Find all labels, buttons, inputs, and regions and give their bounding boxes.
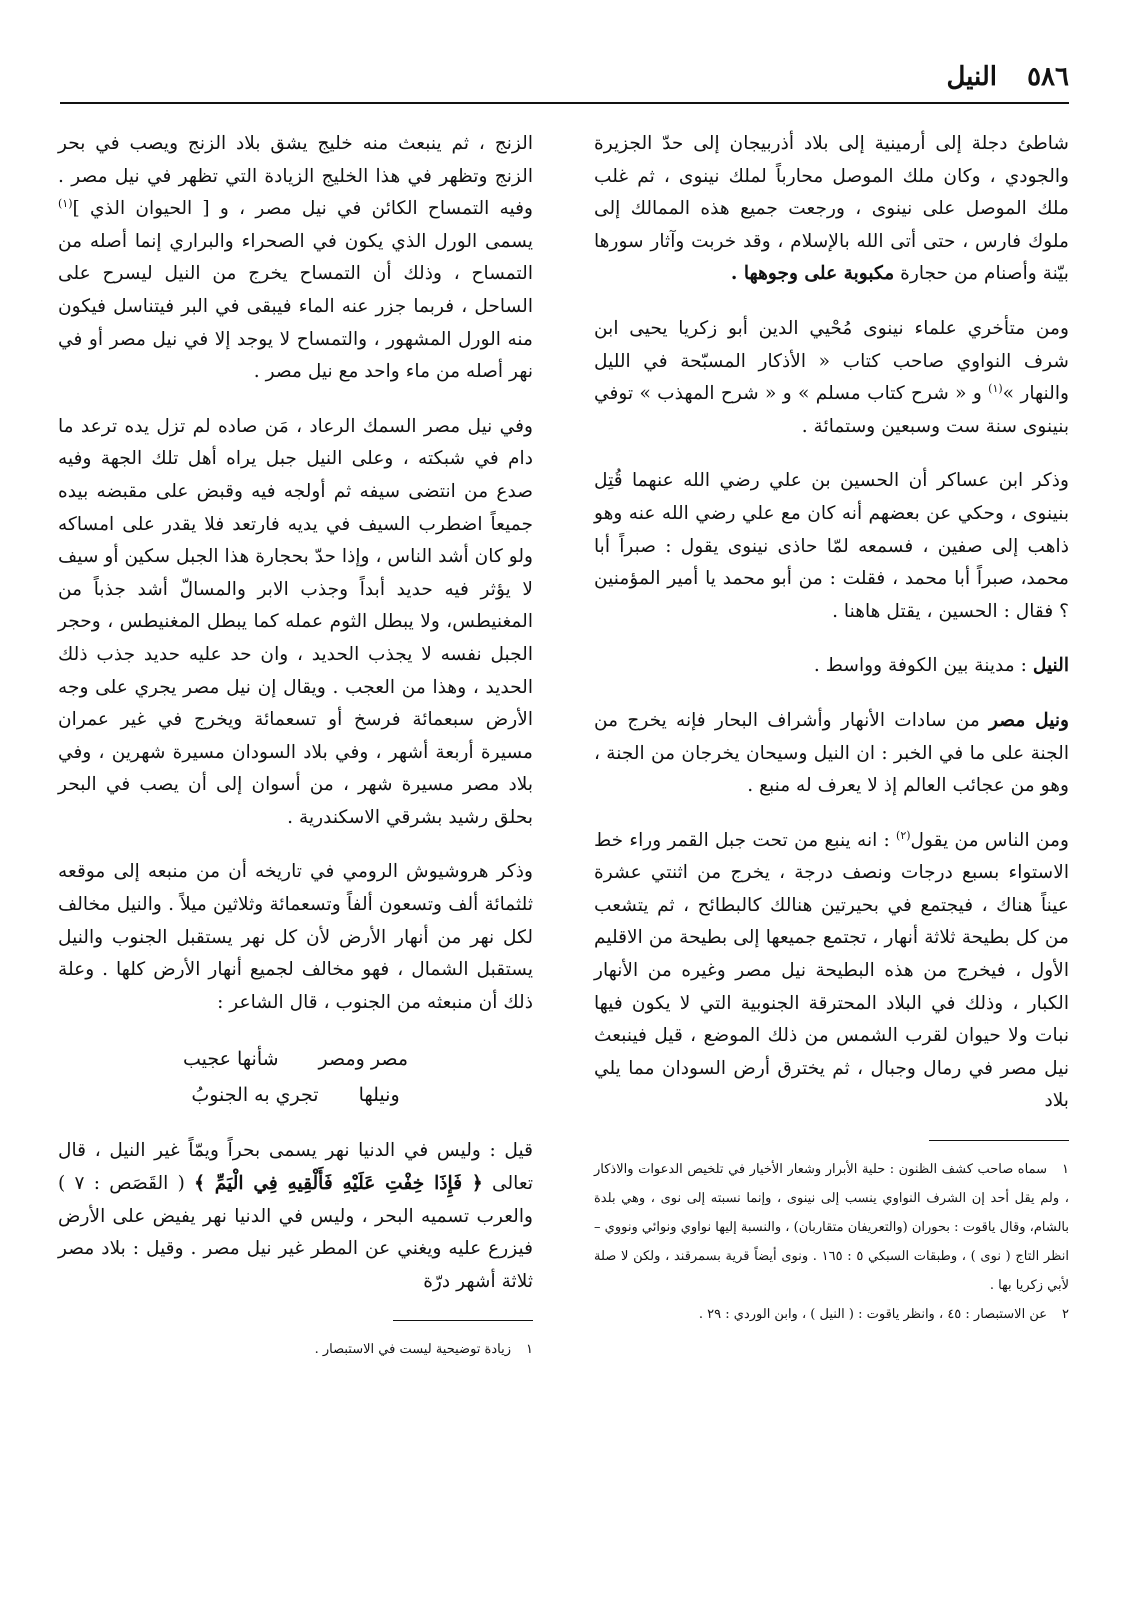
footnote [594, 1300, 1069, 1329]
paragraph: وفي نيل مصر السمك الرعاد ، مَن صاده لم تزل يده ترعد ما دام في شبكته ، وعلى النيل جبل يراه أهل تلك الجهة وفيه صدع من انتضى سيفه ثم أولجه فيه وقبض على مقبضه بيده جميعاً اضطرب السيف في يديه فارتعد فلا يقدر على امساكه ولو كان أشد الناس ، وإذا حدّ بحجارة هذا الجبل سكين أو سيف لا يؤثر فيه حديد أبداً وجذب الابر والمسالّ أشد جذباً من المغنيطس، ولا يبطل الثوم عمله كما يبطل المغنيطس ، وحجر الجبل نفسه لا يجذب الحديد ، وان حد عليه حديد جذب ذلك الحديد ، وهذا من العجب . ويقال إن نيل مصر يجري على وجه الأرض سبعمائة فرسخ أو تسعمائة ويخرج في غير عمران مسيرة أربعة أشهر ، وفي بلاد السودان مسيرة شهرين ، وفي بلاد مصر مسيرة شهر ، من أسوان إلى أن يصب في البحر بحلق رشيد بشرقي الاسكندرية . [58, 415, 533, 828]
paragraph: وذكر ابن عساكر أن الحسين بن علي رضي الله عنهما قُتِل بنينوى ، وحكي عن بعضهم أنه كان مع علي رضي الله عنه وهو ذاهب إلى صفين ، فسمعه لمّا حاذى نينوى يقول : صبراً أبا محمد، صبراً أبا محمد ، فقلت : من أبو محمد يا أمير المؤمنين ؟ فقال : الحسين ، يقتل هاهنا . [594, 470, 1069, 622]
paragraph-text: الزنج ، ثم ينبعث منه خليج يشق بلاد الزنج ويصب في بحر الزنج وتظهر في هذا الخليج الزيادة التي تظهر في نيل مصر . وفيه التمساح الكائن في نيل مصر ، و [ الحيوان الذي ] [58, 133, 533, 220]
left-column [58, 128, 533, 1364]
footnotes [594, 1155, 1069, 1329]
entry-term: النيل [1032, 655, 1069, 677]
poem-hemistich: شأنها عجيب [182, 1048, 279, 1071]
footnote-ref: (٢) [896, 828, 911, 842]
page-number: ٥٨٦ [1027, 62, 1069, 92]
paragraph-text: مكبوبة على وجوهها . [730, 263, 895, 285]
footnote-text: سماه صاحب كشف الظنون : حلية الأبرار وشعار الأخيار في تلخيص الدعوات والاذكار ، ولم يقل أحد إن الشرف النواوي ينسب إلى نينوى ، وإنما نسبته إلى نوى ، وهي بلدة بالشام، وقال ياقوت : بحوران (والتعريفان متقاربان) ، والنسبة إليها نواوي ونوائي ونووي – انظر التاج ( نوى ) ، وطبقات السبكي ٥ : ١٦٥ . ونوى أيضاً قرية بسمرقند ، ولكن لا صلة لأبي زكريا بها . [594, 1162, 1069, 1294]
paragraph-text: و « شرح كتاب مسلم » و « شرح المهذب » توفي بنينوى سنة ست وسبعين وستمائة . [594, 383, 1069, 437]
paragraph-text: ( القَصَص : ٧ ) والعرب تسميه البحر ، وليس في الدنيا نهر يفيض على الأرض فيزرع عليه ويغني عن المطر غير نيل مصر . وقيل : بلاد مصر ثلاثة أشهر درّة [58, 1173, 533, 1292]
footnote-number: ١ [1062, 1162, 1069, 1178]
poem-line [58, 1077, 533, 1113]
paragraph-text: شاطئ دجلة إلى أرمينية إلى بلاد أذربيجان إلى حدّ الجزيرة والجودي ، وكان ملك الموصل محارباً لملك نينوى ، ثم غلب ملك الموصل على نينوى ، ورجعت جميع هذه الممالك إلى ملوك فارس ، حتى أتى الله بالإسلام ، وقد خربت وآثار سورها بيّنة وأصنام من حجارة [594, 133, 1069, 285]
paragraph-text: يسمى الورل الذي يكون في الصحراء والبراري إنما أصله من التمساح ، وذلك أن التمساح يخرج من النيل ليسرح على الساحل ، فربما جزر عنه الماء فيبقى في البر فيتناسل فيكون منه الورل المشهور ، والتمساح لا يوجد إلا في نيل مصر أو في نهر أصله من ماء واحد مع نيل مصر . [58, 230, 533, 383]
entry-paragraph [594, 650, 1069, 683]
paragraph-text: : انه ينبع من تحت جبل القمر وراء خط الاستواء بسبع درجات ونصف درجة ، يخرج من اثنتي عشرة عيناً هناك ، فيجتمع في بحيرتين هنالك كالبطائح ، ثم يتشعب من كل بطيحة ثلاثة أنهار ، تجتمع جميعها إلى بطيحة من الاقليم الأول ، فيخرج من هذه البطيحة نيل مصر وغيره من الأنهار الكبار ، وذلك في البلاد المحترقة الجنوبية التي لا يكون فيها نبات ولا حيوان لقرب الشمس من ذلك الموضع ، قيل فينبعث نيل مصر في رمال وجبال ، ثم يخترق أرض السودان مما يلي بلاد [594, 829, 1069, 1112]
paragraph-text: ومن الناس من يقول [910, 829, 1069, 851]
poem-hemistich: تجري به الجنوبُ [191, 1084, 319, 1107]
poem [58, 1041, 533, 1113]
quran-quote: ﴿ فَإِذَا خِفْتِ عَلَيْهِ فَأَلْقِيهِ فِي الْيَمِّ ﴾ [194, 1173, 483, 1195]
poem-line [58, 1041, 533, 1077]
footnote [58, 1335, 533, 1364]
entry-term: ونيل مصر [989, 709, 1069, 731]
footnote-separator [929, 1140, 1069, 1141]
running-title: النيل [946, 62, 997, 92]
paragraph: وذكر هروشيوش الرومي في تاريخه أن من منبعه إلى موقعه ثلثمائة ألف وتسعون ألفاً وتسعمائة وثلاثين ميلاً . والنيل مخالف لكل نهر من أنهار الأرض لأن كل نهر يستقبل الجنوب والنيل يستقبل الشمال ، فهو مخالف لجميع أنهار الأرض كلها . وعلة ذلك أن منبعثه من الجنوب ، قال الشاعر : [58, 861, 533, 1013]
right-column [594, 128, 1069, 1329]
paragraph [594, 313, 1069, 443]
footnote-separator [393, 1320, 533, 1321]
footnote-number: ١ [526, 1342, 533, 1358]
footnote-text: عن الاستبصار : ٤٥ ، وانظر ياقوت : ( النيل ) ، وابن الوردي : ٢٩ . [698, 1307, 1047, 1323]
poem-hemistich: ونيلها [358, 1084, 400, 1107]
entry-paragraph [594, 705, 1069, 803]
paragraph-text: : مدينة بين الكوفة وواسط . [813, 655, 1033, 677]
paragraph-text: قيل : وليس في الدنيا نهر يسمى بحراً ويمّاً غير النيل ، قال تعالى [58, 1140, 533, 1195]
paragraph-text: ومن متأخري علماء نينوى مُحْيي الدين أبو زكريا يحيى ابن شرف النواوي صاحب كتاب « الأذكار المسبّحة في الليل والنهار » [594, 317, 1069, 405]
footnotes [58, 1335, 533, 1364]
paragraph [594, 128, 1069, 291]
paragraph-text: من سادات الأنهار وأشراف البحار فإنه يخرج من الجنة على ما في الخبر : ان النيل وسيحان يخرجان من الجنة ، وهو من عجائب العالم إذ لا يعرف له منبع . [594, 709, 1069, 797]
footnote [594, 1155, 1069, 1300]
footnote-ref: (١) [58, 197, 73, 210]
paragraph [58, 1135, 533, 1298]
footnote-number: ٢ [1062, 1307, 1069, 1323]
paragraph [594, 825, 1069, 1118]
poem-hemistich: مصر ومصر [318, 1048, 409, 1071]
footnote-text: زيادة توضيحية ليست في الاستبصار . [314, 1342, 511, 1358]
footnote-ref: (١) [988, 381, 1003, 395]
paragraph [58, 128, 533, 389]
page-header [60, 60, 1069, 104]
